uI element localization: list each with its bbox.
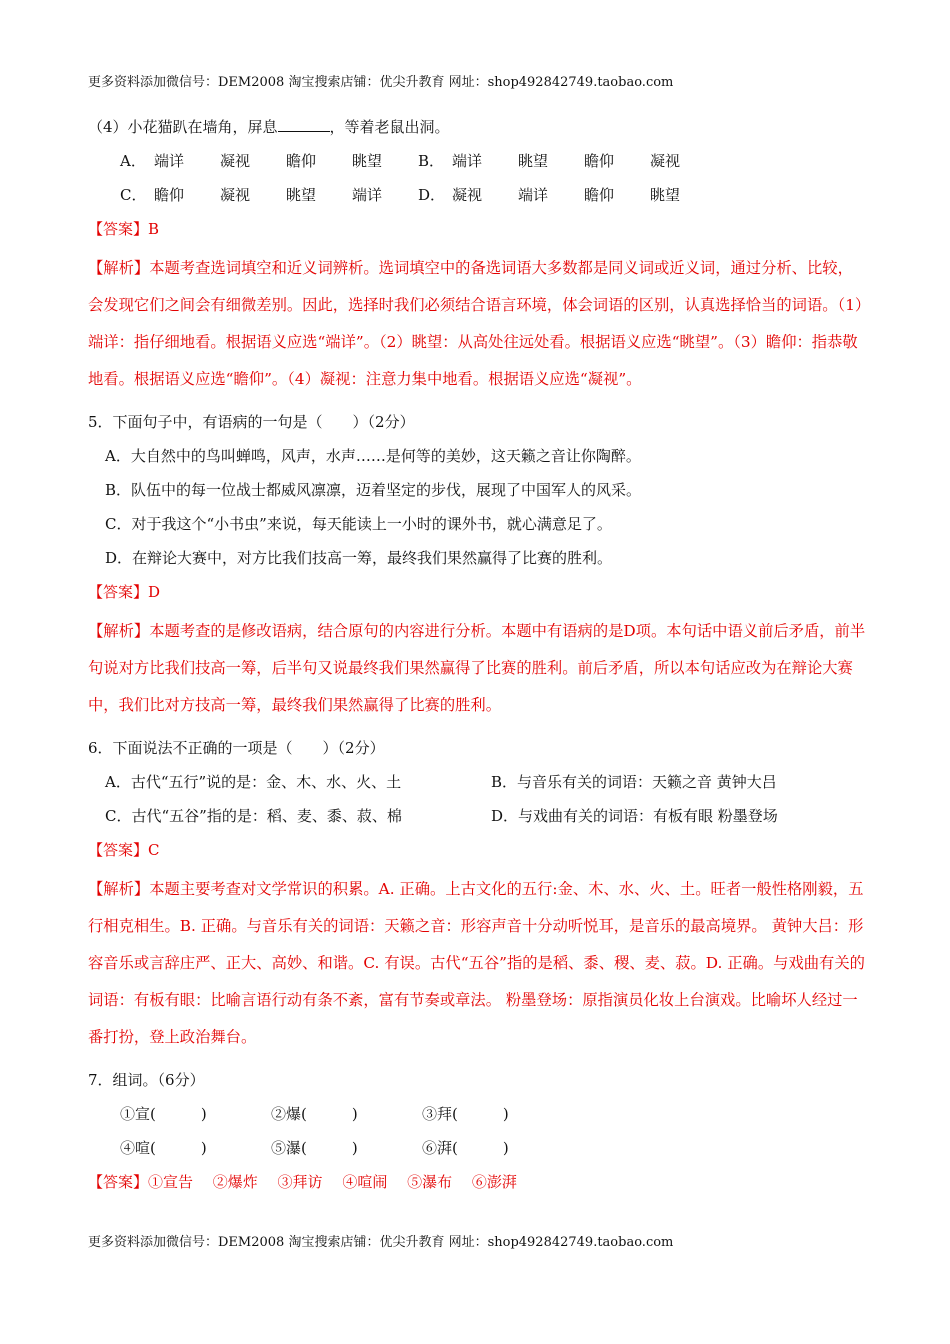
q5-option-d: D．在辩论大赛中，对方比我们技高一筹，最终我们果然赢得了比赛的胜利。 [105,549,613,567]
q4-option-b-letter: B． [418,152,445,170]
q7-row-1 [88,1104,868,1124]
q4-answer-value: B [148,220,160,238]
q4-blank [278,117,330,132]
q7-item-6: ⑥湃( ) [422,1139,509,1157]
q6-answer-value: C [148,841,160,859]
q4-option-b-word-2: 眺望 [518,152,549,170]
q5-explanation-text: 本题考查的是修改语病，结合原句的内容进行分析。本题中有语病的是D项。本句话中语义前后矛盾，前半句说对方比我们技高一筹，后半句又说最终我们果然赢得了比赛的胜利。前后矛盾，所以本句话应改为在辩论大赛中，我们比对方技高一筹，最终我们果然赢得了比赛的胜利。 [88,622,866,714]
q4-option-d-word-4: 眺望 [650,186,681,204]
q4-option-c-word-1: 瞻仰 [154,186,185,204]
q7-answer-tag: 【答案】 [88,1173,149,1191]
q4-option-d-word-3: 瞻仰 [584,186,615,204]
q4-option-d-word-1: 凝视 [452,186,483,204]
q4-explanation-text: 本题考查选词填空和近义词辨析。选词填空中的备选词语大多数都是同义词或近义词，通过分析、比较，会发现它们之间会有细微差别。因此，选择时我们必须结合语言环境，体会词语的区别，认真选择恰当的词语。（1）端详：指仔细地看。根据语义应选“端详”。（2）眺望：从高处往远处看。根据语义应选“眺望”。（3）瞻仰：指恭敬地看。根据语义应选“瞻仰”。（4）凝视：注意力集中地看。根据语义应选“凝视”。 [88,259,863,388]
q5-explanation-tag: 【解析】 [88,622,150,640]
q7-item-4: ④喧( ) [120,1139,207,1157]
q4-explanation [88,250,866,398]
q5-explanation [88,613,866,724]
q6-options-row-2 [88,806,868,826]
q6-stem: 6．下面说法不正确的一项是（ ）（2分） [88,739,385,757]
q5-stem: 5．下面句子中，有语病的一句是（ ）（2分） [88,413,415,431]
q6-option-a: A．古代“五行”说的是：金、木、水、火、土 [105,773,402,791]
q4-option-a-word-2: 凝视 [220,152,251,170]
q5-answer [88,582,868,602]
q4-option-a-letter: A． [120,152,146,170]
q4-option-c-word-4: 端详 [352,186,383,204]
q4-option-c-letter: C． [120,186,147,204]
q4-options-row-2 [88,185,868,205]
q7-row-2 [88,1138,868,1158]
q4-option-a-word-4: 眺望 [352,152,383,170]
q4-options-row-1 [88,151,868,171]
q4-explanation-tag: 【解析】 [88,259,150,277]
q4-option-a-word-3: 瞻仰 [286,152,317,170]
q6-explanation-tag: 【解析】 [88,880,150,898]
q6-answer-tag: 【答案】 [88,841,149,859]
q4-option-a-word-1: 端详 [154,152,185,170]
q5-option-a: A．大自然中的鸟叫蝉鸣，风声，水声……是何等的美妙，这天籁之音让你陶醉。 [105,447,641,465]
q6-option-c: C．古代“五谷”指的是：稻、麦、黍、菽、棉 [105,807,402,825]
q4-option-b-word-4: 凝视 [650,152,681,170]
q7-item-3: ③拜( ) [422,1105,509,1123]
page-footer: 更多资料添加微信号：DEM2008 淘宝搜索店铺：优尖升教育 网址：shop492842749.taobao.com [88,1235,674,1250]
q6-option-b: B．与音乐有关的词语：天籁之音 黄钟大吕 [491,773,777,791]
q4-answer [88,219,868,239]
q4-option-b-word-1: 端详 [452,152,483,170]
q6-explanation-text: 本题主要考查对文学常识的积累。A. 正确。上古文化的五行:金、木、水、火、土。旺者一般性格刚毅，五行相克相生。B. 正确。与音乐有关的词语：天籁之音：形容声音十分动听悦耳，是音乐的最高境界。 黄钟大吕：形容音乐或言辞庄严、正大、高妙、和谐。C. 有误。古代“五谷”指的是稻、黍、稷、麦、菽。D. 正确。与戏曲有关的词语：有板有眼：比喻言语行动有条不紊，富有节奏或章法。 粉墨登场：原指演员化妆上台演戏。比喻坏人经过一番打扮，登上政治舞台。 [88,880,865,1046]
q4-option-d-word-2: 端详 [518,186,549,204]
page-content [88,117,868,1192]
q4-answer-tag: 【答案】 [88,220,149,238]
q4-option-b-word-3: 瞻仰 [584,152,615,170]
q5-answer-tag: 【答案】 [88,583,149,601]
q6-option-d: D．与戏曲有关的词语：有板有眼 粉墨登场 [491,807,778,825]
page-header: 更多资料添加微信号：DEM2008 淘宝搜索店铺：优尖升教育 网址：shop492842749.taobao.com [88,75,674,90]
q7-item-1: ①宣( ) [120,1105,207,1123]
q4-stem: （4）小花猫趴在墙角，屏息 ，等着老鼠出洞。 [88,118,450,136]
q7-answer-value: ①宣告 ②爆炸 ③拜访 ④喧闹 ⑤瀑布 ⑥澎湃 [148,1173,517,1191]
q7-item-2: ②爆( ) [271,1105,358,1123]
q4-option-c-word-2: 凝视 [220,186,251,204]
q6-explanation [88,871,866,1056]
q7-item-5: ⑤瀑( ) [271,1139,358,1157]
q7-stem: 7．组词。（6分） [88,1071,205,1089]
q5-option-c: C．对于我这个“小书虫”来说，每天能读上一小时的课外书，就心满意足了。 [105,515,612,533]
q4-option-d-letter: D． [418,186,446,204]
q6-answer [88,840,868,860]
q6-options-row-1 [88,772,868,792]
q5-option-b: B．队伍中的每一位战士都威风凛凛，迈着坚定的步伐，展现了中国军人的风采。 [105,481,642,499]
q4-option-c-word-3: 眺望 [286,186,317,204]
q7-answer [88,1172,868,1192]
q5-answer-value: D [148,583,161,601]
